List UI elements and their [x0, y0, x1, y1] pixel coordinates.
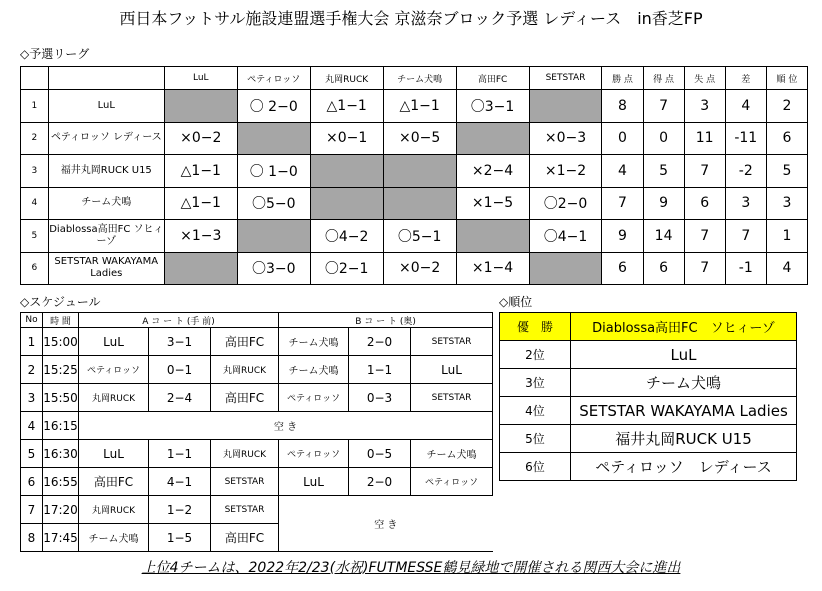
stat-value: 7 — [643, 90, 684, 123]
stat-header: 得 点 — [643, 67, 684, 90]
team-name: ペティロッソ レディース — [48, 122, 164, 155]
match-result: 〇2−0 — [529, 187, 602, 220]
rank-position: 優 勝 — [500, 313, 571, 341]
match-result: ×1−2 — [529, 155, 602, 188]
stat-header: 順 位 — [766, 67, 807, 90]
league-table — [20, 66, 808, 285]
team-header: 高田FC — [456, 67, 529, 90]
ranking-row — [500, 341, 797, 369]
ranking-table — [499, 312, 797, 481]
match-result: ×0−2 — [164, 122, 237, 155]
schedule-row — [21, 328, 493, 356]
stat-value: 4 — [766, 252, 807, 285]
stat-value: 2 — [766, 90, 807, 123]
stat-header: 勝 点 — [602, 67, 643, 90]
stat-value: -2 — [725, 155, 766, 188]
schedule-a-home: 丸岡RUCK — [79, 496, 149, 524]
no-header: No — [21, 313, 43, 328]
schedule-section-label: ◇スケジュール — [20, 295, 101, 309]
rank-position: 4位 — [500, 397, 571, 425]
team-name: SETSTAR WAKAYAMA Ladies — [48, 252, 164, 285]
team-name: チーム犬鳴 — [48, 187, 164, 220]
stat-value: 7 — [602, 187, 643, 220]
team-header: SETSTAR — [529, 67, 602, 90]
match-result: ×1−3 — [164, 220, 237, 253]
rank-position: 5位 — [500, 425, 571, 453]
schedule-a-home: チーム犬鳴 — [79, 524, 149, 552]
league-row — [21, 252, 808, 285]
free-slot: 空 き — [279, 496, 493, 552]
match-result: ×0−2 — [383, 252, 456, 285]
match-result: 〇5−1 — [383, 220, 456, 253]
match-cell-blank — [164, 90, 237, 123]
schedule-b-home: ペティロッソ — [279, 384, 349, 412]
stat-value: 3 — [684, 90, 725, 123]
match-result: ×1−4 — [456, 252, 529, 285]
match-number: 2 — [21, 356, 43, 384]
schedule-a-home: ペティロッソ — [79, 356, 149, 384]
match-number: 8 — [21, 524, 43, 552]
schedule-a-away: 丸岡RUCK — [211, 440, 279, 468]
rank-position: 2位 — [500, 341, 571, 369]
stat-value: 6 — [602, 252, 643, 285]
rank-team: ペティロッソ レディース — [571, 453, 797, 481]
schedule-b-away: LuL — [411, 356, 493, 384]
team-name: Diablossa高田FC ソヒィーゾ — [48, 220, 164, 253]
schedule-b-away: SETSTAR — [411, 328, 493, 356]
schedule-row — [21, 384, 493, 412]
schedule-a-score: 0−1 — [149, 356, 211, 384]
schedule-a-away: SETSTAR — [211, 496, 279, 524]
match-cell-blank — [383, 187, 456, 220]
schedule-a-score: 3−1 — [149, 328, 211, 356]
schedule-a-score: 1−1 — [149, 440, 211, 468]
match-result: 〇4−1 — [529, 220, 602, 253]
stat-value: 6 — [766, 122, 807, 155]
schedule-b-home: チーム犬鳴 — [279, 356, 349, 384]
schedule-b-away: ペティロッソ — [411, 468, 493, 496]
match-cell-blank — [310, 187, 383, 220]
match-number: 4 — [21, 412, 43, 440]
match-time: 15:50 — [43, 384, 79, 412]
match-result: 〇3−1 — [456, 90, 529, 123]
match-result: △1−1 — [383, 90, 456, 123]
match-cell-blank — [310, 155, 383, 188]
schedule-row — [21, 468, 493, 496]
row-number: 1 — [21, 90, 49, 123]
stat-value: 14 — [643, 220, 684, 253]
stat-value: -11 — [725, 122, 766, 155]
schedule-row — [21, 496, 493, 524]
match-number: 7 — [21, 496, 43, 524]
stat-header: 差 — [725, 67, 766, 90]
match-result: 〇5−0 — [237, 187, 310, 220]
row-number: 4 — [21, 187, 49, 220]
match-cell-blank — [529, 90, 602, 123]
row-number: 6 — [21, 252, 49, 285]
stat-header: 失 点 — [684, 67, 725, 90]
header-blank — [48, 67, 164, 90]
stat-value: 8 — [602, 90, 643, 123]
match-time: 17:20 — [43, 496, 79, 524]
ranking-section-label: ◇順位 — [499, 295, 533, 309]
stat-value: 5 — [643, 155, 684, 188]
stat-value: 4 — [602, 155, 643, 188]
schedule-b-score: 2−0 — [349, 328, 411, 356]
match-time: 16:55 — [43, 468, 79, 496]
match-result: 〇 1−0 — [237, 155, 310, 188]
schedule-a-score: 1−2 — [149, 496, 211, 524]
match-time: 16:15 — [43, 412, 79, 440]
time-header: 時 間 — [43, 313, 79, 328]
schedule-a-home: LuL — [79, 440, 149, 468]
schedule-row — [21, 440, 493, 468]
stat-value: 5 — [766, 155, 807, 188]
rank-team: 福井丸岡RUCK U15 — [571, 425, 797, 453]
stat-value: 3 — [766, 187, 807, 220]
stat-value: 4 — [725, 90, 766, 123]
schedule-a-away: 丸岡RUCK — [211, 356, 279, 384]
court-b-header: B コ ー ト (奥) — [279, 313, 493, 328]
stat-value: 1 — [766, 220, 807, 253]
team-header: LuL — [164, 67, 237, 90]
schedule-a-away: SETSTAR — [211, 468, 279, 496]
stat-value: 6 — [643, 252, 684, 285]
ranking-row — [500, 397, 797, 425]
match-result: 〇 2−0 — [237, 90, 310, 123]
stat-value: 0 — [602, 122, 643, 155]
league-row — [21, 122, 808, 155]
team-name: 福井丸岡RUCK U15 — [48, 155, 164, 188]
schedule-b-away: SETSTAR — [411, 384, 493, 412]
court-a-header: A コ ー ト (手 前) — [79, 313, 279, 328]
match-number: 3 — [21, 384, 43, 412]
schedule-a-home: 丸岡RUCK — [79, 384, 149, 412]
match-result: 〇2−1 — [310, 252, 383, 285]
league-section-label: ◇予選リーグ — [20, 47, 90, 61]
match-cell-blank — [456, 122, 529, 155]
league-row — [21, 90, 808, 123]
stat-value: 7 — [725, 220, 766, 253]
match-result: ×2−4 — [456, 155, 529, 188]
match-number: 6 — [21, 468, 43, 496]
schedule-b-score: 0−5 — [349, 440, 411, 468]
match-time: 16:30 — [43, 440, 79, 468]
rank-position: 3位 — [500, 369, 571, 397]
schedule-a-home: 高田FC — [79, 468, 149, 496]
stat-value: 7 — [684, 155, 725, 188]
rank-team: チーム犬鳴 — [571, 369, 797, 397]
footer-note: 上位4チームは、2022年2/23(水祝)FUTMESSE鶴見緑地で開催される関西大会に進出 — [141, 560, 681, 576]
rank-team: Diablossa高田FC ソヒィーゾ — [571, 313, 797, 341]
league-header-row — [21, 67, 808, 90]
match-cell-blank — [237, 122, 310, 155]
match-cell-blank — [237, 220, 310, 253]
row-number: 5 — [21, 220, 49, 253]
team-header: 丸岡RUCK — [310, 67, 383, 90]
match-cell-blank — [383, 155, 456, 188]
stat-value: 7 — [684, 252, 725, 285]
stat-value: -1 — [725, 252, 766, 285]
schedule-header-row — [21, 313, 493, 328]
row-number: 2 — [21, 122, 49, 155]
match-result: ×1−5 — [456, 187, 529, 220]
row-number: 3 — [21, 155, 49, 188]
match-result: ×0−5 — [383, 122, 456, 155]
rank-team: SETSTAR WAKAYAMA Ladies — [571, 397, 797, 425]
schedule-a-score: 2−4 — [149, 384, 211, 412]
match-result: ×0−1 — [310, 122, 383, 155]
match-result: △1−1 — [164, 155, 237, 188]
match-cell-blank — [456, 220, 529, 253]
match-result: △1−1 — [310, 90, 383, 123]
stat-value: 6 — [684, 187, 725, 220]
match-time: 15:25 — [43, 356, 79, 384]
schedule-b-away: チーム犬鳴 — [411, 440, 493, 468]
schedule-table — [20, 312, 493, 552]
match-number: 5 — [21, 440, 43, 468]
league-row — [21, 155, 808, 188]
free-slot: 空 き — [79, 412, 493, 440]
match-number: 1 — [21, 328, 43, 356]
team-name: LuL — [48, 90, 164, 123]
match-result: ×0−3 — [529, 122, 602, 155]
schedule-b-score: 0−3 — [349, 384, 411, 412]
match-cell-blank — [529, 252, 602, 285]
header-blank — [21, 67, 49, 90]
schedule-b-home: LuL — [279, 468, 349, 496]
match-time: 15:00 — [43, 328, 79, 356]
schedule-b-score: 1−1 — [349, 356, 411, 384]
match-time: 17:45 — [43, 524, 79, 552]
schedule-row — [21, 356, 493, 384]
league-row — [21, 220, 808, 253]
stat-value: 7 — [684, 220, 725, 253]
team-header: ペティロッソ — [237, 67, 310, 90]
ranking-row — [500, 453, 797, 481]
ranking-row-winner — [500, 313, 797, 341]
schedule-a-away: 高田FC — [211, 524, 279, 552]
schedule-b-home: ペティロッソ — [279, 440, 349, 468]
schedule-row — [21, 412, 493, 440]
match-result: 〇3−0 — [237, 252, 310, 285]
schedule-a-score: 4−1 — [149, 468, 211, 496]
schedule-b-score: 2−0 — [349, 468, 411, 496]
match-result: △1−1 — [164, 187, 237, 220]
ranking-row — [500, 425, 797, 453]
page-title: 西日本フットサル施設連盟選手権大会 京滋奈ブロック予選 レディース in香芝FP — [119, 9, 703, 28]
rank-team: LuL — [571, 341, 797, 369]
stat-value: 11 — [684, 122, 725, 155]
stat-value: 3 — [725, 187, 766, 220]
schedule-a-away: 高田FC — [211, 384, 279, 412]
schedule-a-home: LuL — [79, 328, 149, 356]
schedule-a-away: 高田FC — [211, 328, 279, 356]
team-header: チーム犬鳴 — [383, 67, 456, 90]
match-cell-blank — [164, 252, 237, 285]
stat-value: 9 — [602, 220, 643, 253]
schedule-b-home: チーム犬鳴 — [279, 328, 349, 356]
match-result: 〇4−2 — [310, 220, 383, 253]
ranking-row — [500, 369, 797, 397]
stat-value: 9 — [643, 187, 684, 220]
schedule-a-score: 1−5 — [149, 524, 211, 552]
stat-value: 0 — [643, 122, 684, 155]
rank-position: 6位 — [500, 453, 571, 481]
league-row — [21, 187, 808, 220]
